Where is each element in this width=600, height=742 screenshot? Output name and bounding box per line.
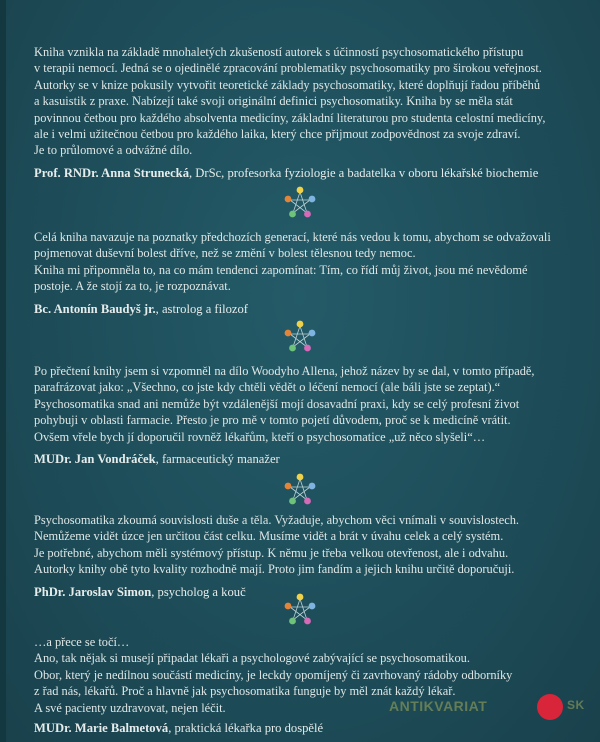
cover-spine-edge <box>0 0 6 742</box>
author-name: Bc. Antonín Baudyš jr. <box>34 301 156 316</box>
review-line: A své pacienty uzdravovat, nejen léčit. <box>34 700 226 715</box>
review-5 <box>34 634 564 736</box>
review-line: Psychosomatika snad ani nemůže být vzdálenější mojí dosavadní praxi, kdy se celý profesní život <box>34 396 520 411</box>
review-3-text <box>34 363 564 445</box>
review-line: Je potřebné, abychom měli systémový přístup. K němu je třeba velkou otevřenost, ale i odvahu. <box>34 545 509 560</box>
antikvariat-watermark <box>389 694 589 720</box>
review-4-text <box>34 512 564 578</box>
author-role: , astrolog a filozof <box>155 301 248 316</box>
review-line: v terapii nemocí. Jedná se o ojedinělé zpracování problematiky psychosomatiky pro širokou veřejnost. <box>34 61 542 76</box>
watermark-suffix: SK <box>567 698 585 712</box>
review-1-text <box>34 44 564 159</box>
review-line: parafrázovat jako: „Všechno, co jste kdy chtěli vědět o léčení nemocí (ale báli jste se zeptat).“ <box>34 380 501 395</box>
review-1 <box>34 44 564 181</box>
review-line: Obor, který je nedílnou součástí medicíny, je leckdy opomíjený či zavrhovaný rádoby odborníky <box>34 667 513 682</box>
review-3 <box>34 363 564 467</box>
author-name: PhDr. Jaroslav Simon <box>34 584 152 599</box>
review-line: ale i velmi užitečnou četbou pro každého laika, který chce přijmout zodpovědnost za svoje zdraví. <box>34 127 521 142</box>
review-2-text <box>34 229 564 295</box>
watermark-text: ANTIKVARIAT <box>389 698 488 714</box>
watermark-red-dot-icon <box>537 694 563 720</box>
review-4 <box>34 512 564 600</box>
review-line: a kasuistik z praxe. Nabízejí také svoji originální definici psychosomatiky. Kniha by se měla stát <box>34 94 513 109</box>
five-dot-star-ornament-icon <box>283 320 317 354</box>
review-line: Nemůžeme vidět úzce jen určitou část celku. Musíme vidět a brát v úvahu celek a celý systém. <box>34 529 504 544</box>
review-line: Kniha mi připomněla to, na co mám tendenci zapomínat: Tím, co řídí můj život, jsou mé nevědomé <box>34 262 528 277</box>
review-line: Autorky se v knize pokusily vytvořit teoretické základy psychosomatiky, které doplňují řadou příběhů <box>34 77 541 92</box>
author-name: MUDr. Jan Vondráček <box>34 452 156 467</box>
review-1-author <box>34 165 564 181</box>
review-2 <box>34 229 564 317</box>
review-5-author <box>34 720 564 736</box>
author-role: , DrSc, profesorka fyziologie a badatelka v oboru lékařské biochemie <box>189 165 539 180</box>
review-2-author <box>34 301 564 317</box>
review-line: Psychosomatika zkoumá souvislosti duše a těla. Vyžaduje, abychom věci vnímali v souvislostech. <box>34 513 519 527</box>
author-role: , farmaceutický manažer <box>155 452 280 467</box>
review-line: postoje. A že stojí za to, je rozpoznávat. <box>34 279 231 294</box>
review-line: …a přece se točí… <box>34 635 130 649</box>
review-line: Celá kniha navazuje na poznatky předchozích generací, které nás vedou k tomu, abychom se odvažovali <box>34 230 551 244</box>
review-line: pojmenovat duševní bolest dříve, než se změní v bolest tělesnou tedy nemoc. <box>34 246 416 261</box>
five-dot-star-ornament-icon <box>283 473 317 507</box>
review-line: Autorky knihy obě tyto kvality rozhodně mají. Proto jim fandím a jejich knihu určitě doporučuji. <box>34 562 515 577</box>
author-role: , praktická lékařka pro dospělé <box>168 721 324 736</box>
review-line: Po přečtení knihy jsem si vzpomněl na dílo Woodyho Allena, jehož název by se dal, v tomto případě, <box>34 364 535 378</box>
author-name: Prof. RNDr. Anna Strunecká <box>34 165 189 180</box>
review-line: Ano, tak nějak si musejí připadat lékaři a psychologové zabývající se psychosomatikou. <box>34 651 470 666</box>
five-dot-star-ornament-icon <box>283 593 317 627</box>
five-dot-star-ornament-icon <box>283 186 317 220</box>
review-line: Je to průlomové a odvážné dílo. <box>34 143 193 158</box>
review-line: povinnou četbou pro každého absolventa medicíny, základní literaturou pro studenta celostní medicíny, <box>34 110 546 125</box>
review-line: pohybuji v oblasti farmacie. Přesto je pro mě v tomto pojetí důvodem, proč se k medicíně vrátit. <box>34 413 511 428</box>
author-role: , psycholog a kouč <box>151 584 246 599</box>
review-line: Ovšem vřele bych jí doporučil rovněž lékařům, kteří o psychosomatice „už něco slyšeli“… <box>34 429 486 444</box>
author-name: MUDr. Marie Balmetová <box>34 721 169 736</box>
review-3-author <box>34 451 564 467</box>
review-line: z řad nás, lékařů. Proč a hlavně jak psychosomatika funguje by měl znát každý lékař. <box>34 684 456 699</box>
review-line: Kniha vznikla na základě mnohaletých zkušeností autorek s účinností psychosomatického přístupu <box>34 45 524 59</box>
